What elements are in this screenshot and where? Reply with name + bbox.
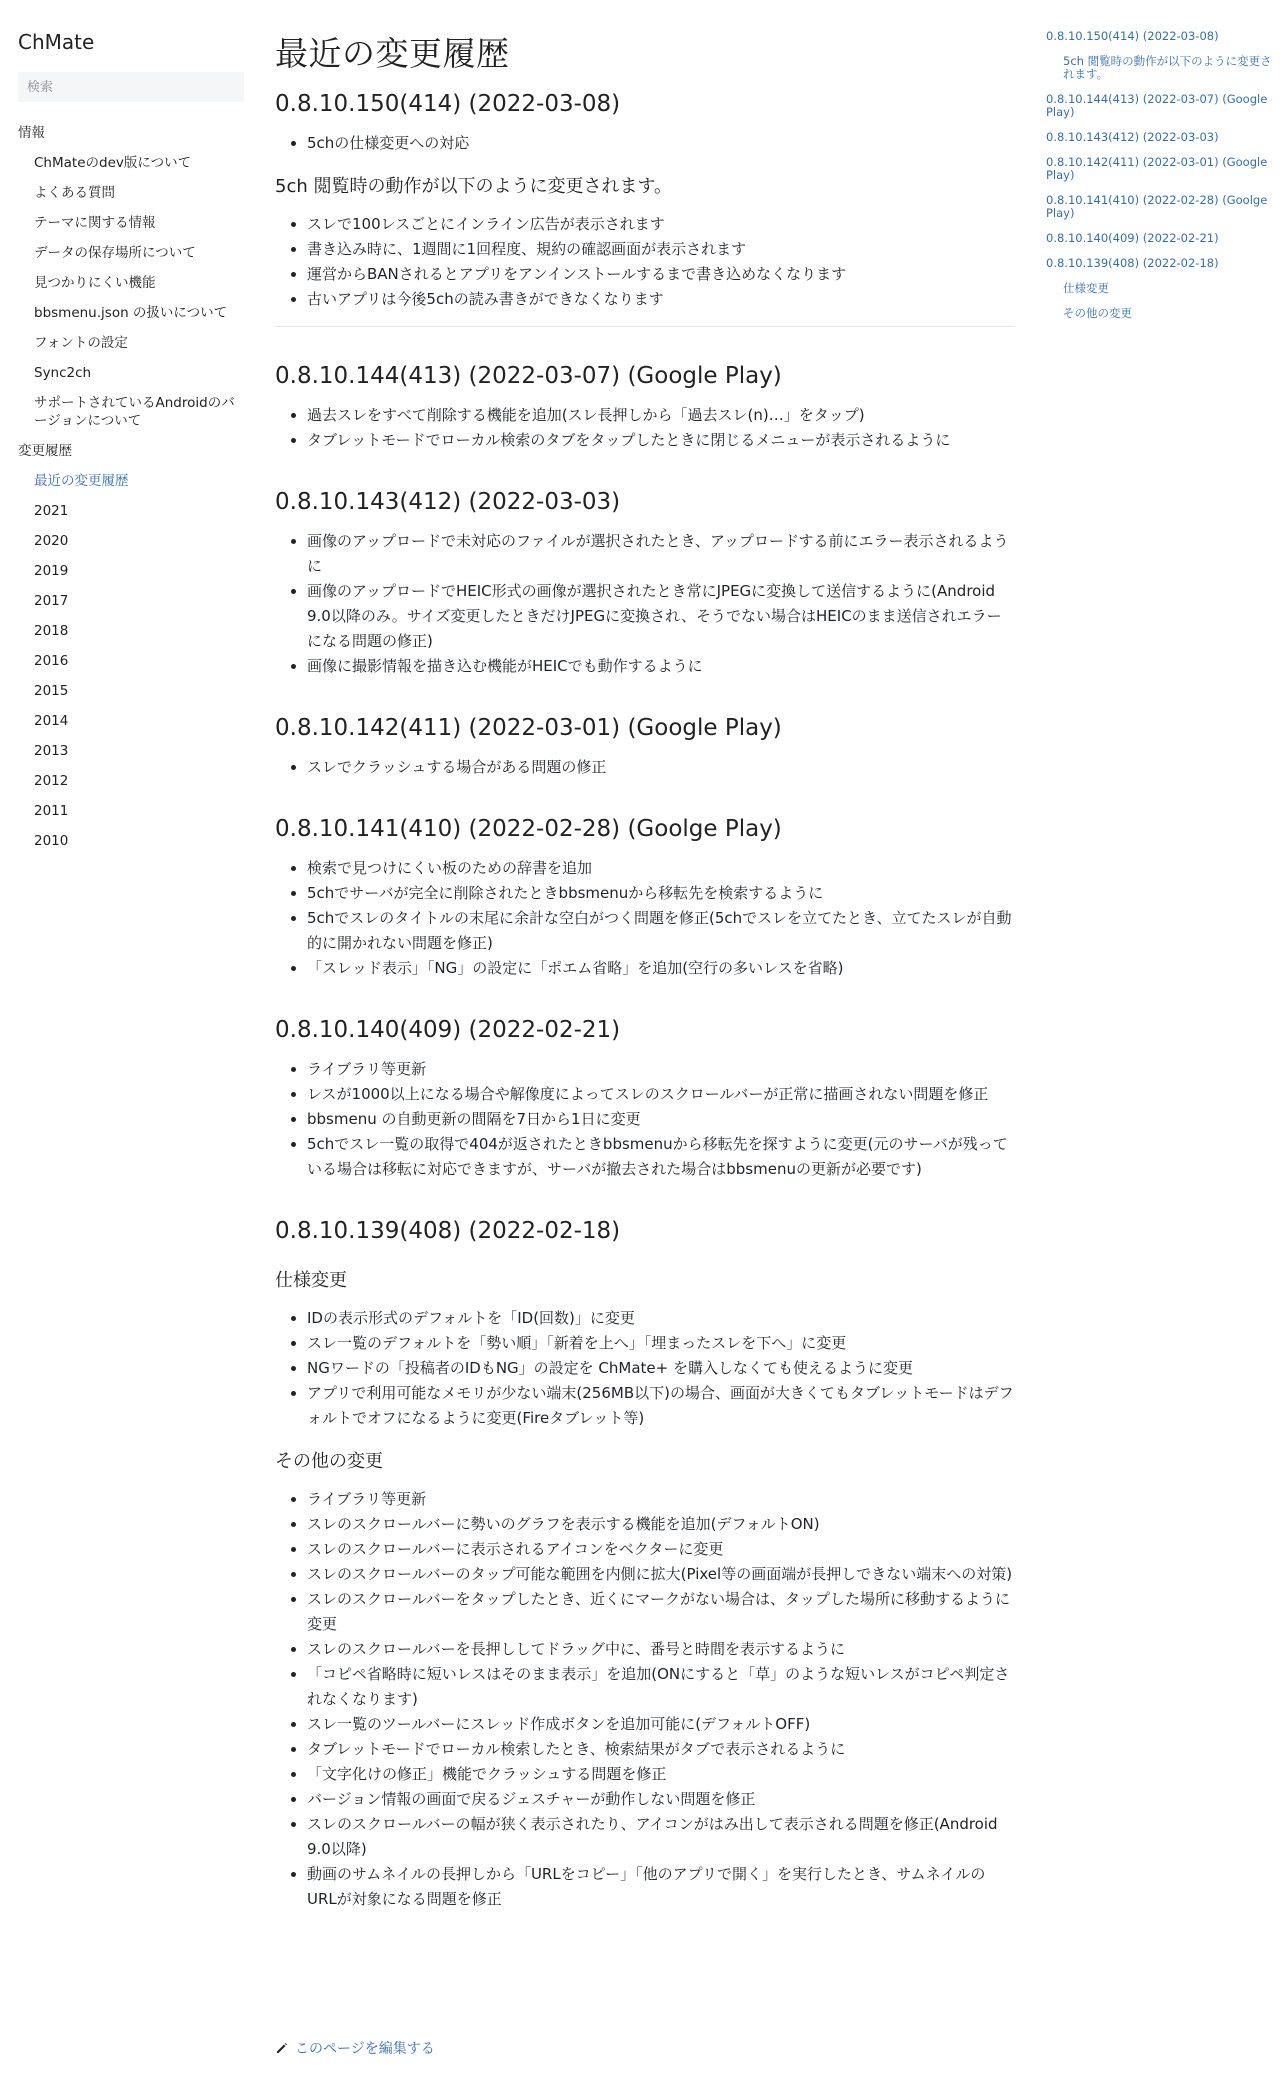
sidebar-item[interactable]: 2014 — [34, 713, 69, 729]
list-item: • 検索で見つけにくい板のための辞書を追加 — [307, 856, 1015, 881]
release-section — [275, 89, 1015, 327]
release-heading: 0.8.10.142(411) (2022-03-01) (Google Play) — [275, 715, 782, 741]
sidebar — [0, 0, 260, 2094]
sidebar-item[interactable]: 2019 — [34, 563, 69, 579]
change-list — [275, 1057, 1015, 1182]
list-item: • レスが1000以上になる場合や解像度によってスレのスクロールバーが正常に描画されない問題を修正 — [307, 1082, 1015, 1107]
list-item: • 5chでスレ一覧の取得で404が返されたときbbsmenuから移転先を探すように変更(元のサーバが残っている場合は移転に対応できますが、サーバが撤去された場合はbbsmenuの更新が必要です) — [307, 1132, 1015, 1182]
pencil-icon — [275, 2041, 289, 2055]
list-item: • ライブラリ等更新 — [307, 1057, 1015, 1082]
list-item: • ライブラリ等更新 — [307, 1487, 1015, 1512]
list-item: • スレのスクロールバーの幅が狭く表示されたり、アイコンがはみ出して表示される問題を修正(Android 9.0以降) — [307, 1812, 1015, 1862]
sidebar-item[interactable]: フォントの設定 — [34, 335, 128, 351]
release-heading: 0.8.10.143(412) (2022-03-03) — [275, 489, 621, 515]
list-item: • 過去スレをすべて削除する機能を追加(スレ長押しから「過去スレ(n)…」をタップ) — [307, 403, 1015, 428]
subsection-heading: その他の変更 — [275, 1451, 383, 1472]
sidebar-item[interactable]: 2017 — [34, 593, 69, 609]
sidebar-item[interactable]: 2010 — [34, 833, 69, 849]
toc-item[interactable]: その他の変更 — [1063, 306, 1132, 320]
list-item: • スレのスクロールバーに表示されるアイコンをベクターに変更 — [307, 1537, 1015, 1562]
sidebar-item[interactable]: bbsmenu.json の扱いについて — [34, 305, 228, 321]
list-item: • スレのスクロールバーに勢いのグラフを表示する機能を追加(デフォルトON) — [307, 1512, 1015, 1537]
list-item: • バージョン情報の画面で戻るジェスチャーが動作しない問題を修正 — [307, 1787, 1015, 1812]
change-list — [275, 1487, 1015, 1912]
main-content — [275, 0, 1015, 1912]
list-item: • スレで100レスごとにインライン広告が表示されます — [307, 212, 1015, 237]
sidebar-item[interactable]: 2016 — [34, 653, 69, 669]
sidebar-item[interactable]: 2011 — [34, 803, 69, 819]
change-list — [275, 212, 1015, 312]
list-item: • 5chでスレのタイトルの末尾に余計な空白がつく問題を修正(5chでスレを立てたとき、立てたスレが自動的に開かれない問題を修正) — [307, 906, 1015, 956]
table-of-contents — [1046, 30, 1276, 332]
release-list — [275, 89, 1015, 1912]
release-heading: 0.8.10.139(408) (2022-02-18) — [275, 1218, 621, 1244]
change-list — [275, 856, 1015, 981]
list-item: • bbsmenu の自動更新の間隔を7日から1日に変更 — [307, 1107, 1015, 1132]
release-heading: 0.8.10.150(414) (2022-03-08) — [275, 91, 621, 117]
toc-item[interactable]: 0.8.10.140(409) (2022-02-21) — [1046, 231, 1219, 245]
sidebar-item[interactable]: Sync2ch — [34, 365, 92, 381]
sidebar-item[interactable]: テーマに関する情報 — [34, 215, 156, 231]
change-list — [275, 529, 1015, 679]
subsection-heading: 仕様変更 — [275, 1270, 347, 1291]
sidebar-item[interactable]: 2013 — [34, 743, 69, 759]
sidebar-item[interactable]: ChMateのdev版について — [34, 155, 192, 171]
brand-logo[interactable]: ChMate — [18, 30, 95, 54]
toc-item[interactable]: 0.8.10.144(413) (2022-03-07) (Google Play) — [1046, 92, 1268, 119]
sidebar-item[interactable]: データの保存場所について — [34, 245, 196, 261]
toc-item[interactable]: 0.8.10.142(411) (2022-03-01) (Google Play) — [1046, 155, 1268, 182]
release-section — [275, 1216, 1015, 1912]
sidebar-item[interactable]: 2021 — [34, 503, 69, 519]
list-item: • スレ一覧のツールバーにスレッド作成ボタンを追加可能に(デフォルトOFF) — [307, 1712, 1015, 1737]
list-item: • スレ一覧のデフォルトを「勢い順」「新着を上へ」「埋まったスレを下へ」に変更 — [307, 1331, 1015, 1356]
release-section — [275, 487, 1015, 679]
toc-item[interactable]: 5ch 閲覧時の動作が以下のように変更されます。 — [1063, 54, 1272, 81]
list-item: • タブレットモードでローカル検索のタブをタップしたときに閉じるメニューが表示されるように — [307, 428, 1015, 453]
edit-page-link[interactable] — [275, 2038, 435, 2058]
list-item: • 「文字化けの修正」機能でクラッシュする問題を修正 — [307, 1762, 1015, 1787]
list-item: • スレでクラッシュする場合がある問題の修正 — [307, 755, 1015, 780]
change-list — [275, 1306, 1015, 1431]
release-section — [275, 814, 1015, 981]
sidebar-item[interactable]: 2018 — [34, 623, 69, 639]
list-item: • 古いアプリは今後5chの読み書きができなくなります — [307, 287, 1015, 312]
list-item: • スレのスクロールバーのタップ可能な範囲を内側に拡大(Pixel等の画面端が長押しできない端末への対策) — [307, 1562, 1015, 1587]
sidebar-item[interactable]: 見つかりにくい機能 — [34, 275, 156, 291]
release-section — [275, 1015, 1015, 1182]
release-heading: 0.8.10.140(409) (2022-02-21) — [275, 1017, 621, 1043]
sidebar-item[interactable]: 2012 — [34, 773, 69, 789]
change-list — [275, 755, 1015, 780]
sidebar-item[interactable]: サポートされているAndroidのバージョンについて — [34, 395, 235, 429]
toc-item[interactable]: 0.8.10.143(412) (2022-03-03) — [1046, 130, 1219, 144]
list-item: • 「コピペ省略時に短いレスはそのまま表示」を追加(ONにすると「草」のような短いレスがコピペ判定されなくなります) — [307, 1662, 1015, 1712]
toc-item[interactable]: 仕様変更 — [1063, 281, 1109, 295]
list-item: • 運営からBANされるとアプリをアンインストールするまで書き込めなくなります — [307, 262, 1015, 287]
sidebar-item[interactable]: よくある質問 — [34, 185, 115, 201]
toc-item[interactable]: 0.8.10.150(414) (2022-03-08) — [1046, 29, 1219, 43]
list-item: • タブレットモードでローカル検索したとき、検索結果がタブで表示されるように — [307, 1737, 1015, 1762]
list-item: • NGワードの「投稿者のIDもNG」の設定を ChMate+ を購入しなくても使えるように変更 — [307, 1356, 1015, 1381]
release-heading: 0.8.10.141(410) (2022-02-28) (Goolge Play) — [275, 816, 782, 842]
subsection-heading: 5ch 閲覧時の動作が以下のように変更されます。 — [275, 176, 673, 197]
search-input[interactable] — [18, 72, 244, 102]
page-title: 最近の変更履歴 — [275, 34, 510, 73]
section-divider — [275, 326, 1015, 327]
toc-item[interactable]: 0.8.10.141(410) (2022-02-28) (Goolge Play) — [1046, 193, 1268, 220]
release-heading: 0.8.10.144(413) (2022-03-07) (Google Play) — [275, 363, 782, 389]
sidebar-section-label[interactable]: 情報 — [18, 125, 45, 141]
list-item: • 動画のサムネイルの長押しから「URLをコピー」「他のアプリで開く」を実行したとき、サムネイルのURLが対象になる問題を修正 — [307, 1862, 1015, 1912]
sidebar-nav — [18, 118, 260, 856]
change-list — [275, 131, 1015, 156]
sidebar-item[interactable]: 最近の変更履歴 — [34, 473, 129, 489]
list-item: • 5chでサーバが完全に削除されたときbbsmenuから移転先を検索するように — [307, 881, 1015, 906]
list-item: • 5chの仕様変更への対応 — [307, 131, 1015, 156]
list-item: • 画像に撮影情報を描き込む機能がHEICでも動作するように — [307, 654, 1015, 679]
list-item: • 書き込み時に、1週間に1回程度、規約の確認画面が表示されます — [307, 237, 1015, 262]
change-list — [275, 403, 1015, 453]
list-item: • 画像のアップロードでHEIC形式の画像が選択されたとき常にJPEGに変換して送信するように(Android 9.0以降のみ。サイズ変更したときだけJPEGに変換され、そうでない場合はHEICのまま送信されエラーになる問題の修正) — [307, 579, 1015, 654]
sidebar-section-label[interactable]: 変更履歴 — [18, 443, 72, 459]
list-item: • 画像のアップロードで未対応のファイルが選択されたとき、アップロードする前にエラー表示されるように — [307, 529, 1015, 579]
list-item: • 「スレッド表示」「NG」の設定に「ポエム省略」を追加(空行の多いレスを省略) — [307, 956, 1015, 981]
list-item: • アプリで利用可能なメモリが少ない端末(256MB以下)の場合、画面が大きくてもタブレットモードはデフォルトでオフになるように変更(Fireタブレット等) — [307, 1381, 1015, 1431]
list-item: • スレのスクロールバーを長押ししてドラッグ中に、番号と時間を表示するように — [307, 1637, 1015, 1662]
list-item: • スレのスクロールバーをタップしたとき、近くにマークがない場合は、タップした場所に移動するように変更 — [307, 1587, 1015, 1637]
edit-link-label: このページを編集する — [295, 2041, 435, 2057]
sidebar-item[interactable]: 2020 — [34, 533, 69, 549]
list-item: • IDの表示形式のデフォルトを「ID(回数)」に変更 — [307, 1306, 1015, 1331]
sidebar-item[interactable]: 2015 — [34, 683, 69, 699]
toc-item[interactable]: 0.8.10.139(408) (2022-02-18) — [1046, 256, 1219, 270]
release-section — [275, 713, 1015, 780]
release-section — [275, 361, 1015, 453]
